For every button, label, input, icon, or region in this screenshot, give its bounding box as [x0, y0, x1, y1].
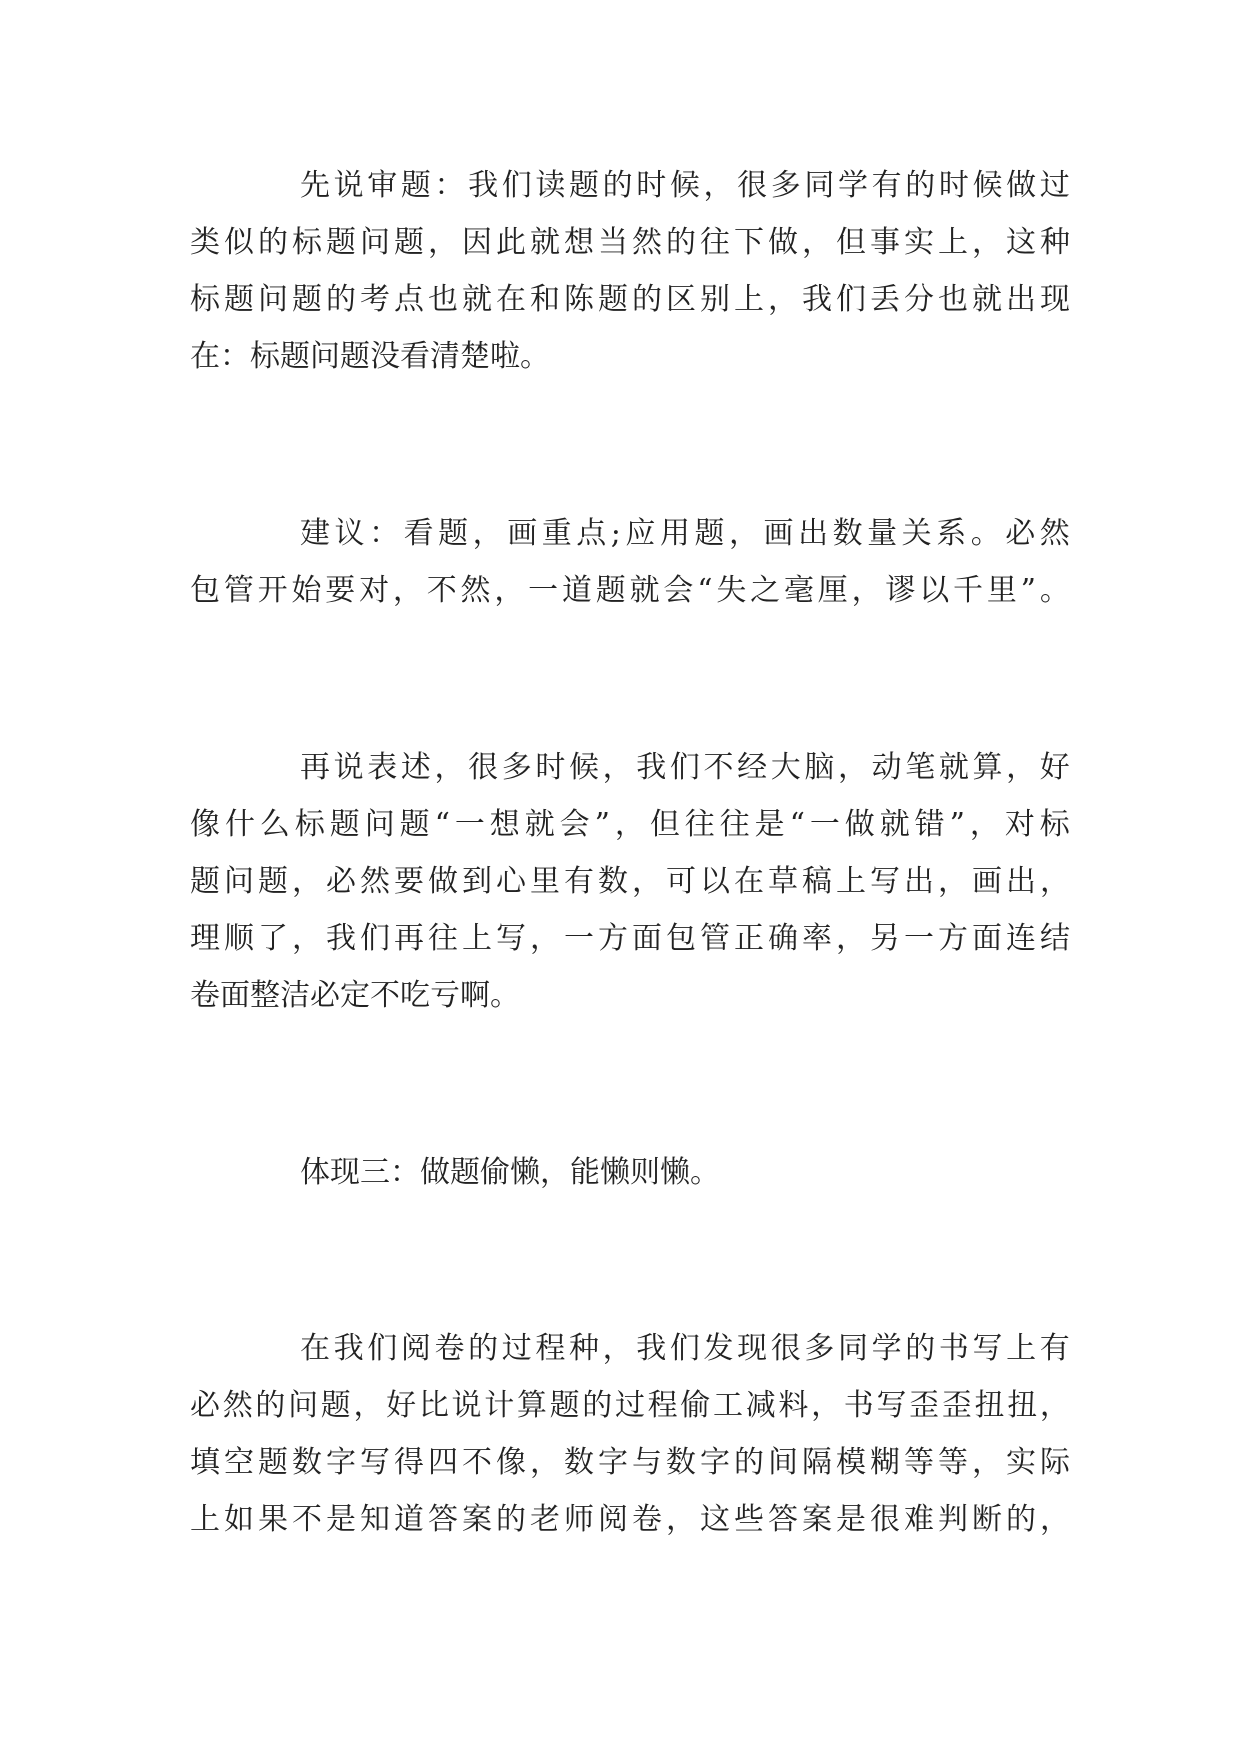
- paragraph-line: 在：标题问题没看清楚啦。: [190, 339, 550, 374]
- paragraph-line: 标 题 问 题 的 考 点 也 就 在 和 陈 题 的 区 别 上 ， 我 们 丢 分 也 就 出 现: [190, 282, 1070, 317]
- paragraph-line: 建 议 ： 看 题 ， 画 重 点 ; 应 用 题 ， 画 出 数 量 关 系 。 必 然: [300, 516, 1070, 551]
- paragraph-line: 再 说 表 述 ， 很 多 时 候 ， 我 们 不 经 大 脑 ， 动 笔 就 算 ， 好: [300, 750, 1070, 785]
- paragraph-line: 必 然 的 问 题 ， 好 比 说 计 算 题 的 过 程 偷 工 减 料 ， 书 写 歪 歪 扭 扭 ，: [190, 1388, 1070, 1423]
- paragraph-line: 像 什 么 标 题 问 题 “ 一 想 就 会 ” ， 但 往 往 是 “ 一 做 就 错 ” ， 对 标: [190, 807, 1070, 842]
- paragraph-line: 理 顺 了 ， 我 们 再 往 上 写 ， 一 方 面 包 管 正 确 率 ， 另 一 方 面 连 结: [190, 921, 1070, 956]
- paragraph-line: 体现三：做题偷懒，能懒则懒。: [300, 1155, 720, 1190]
- paragraph-line: 包 管 开 始 要 对 ， 不 然 ， 一 道 题 就 会 “ 失 之 毫 厘 ， 谬 以 千 里 ” 。: [190, 573, 1070, 608]
- paragraph-line: 上 如 果 不 是 知 道 答 案 的 老 师 阅 卷 ， 这 些 答 案 是 很 难 判 断 的 ，: [190, 1502, 1070, 1537]
- paragraph-line: 在 我 们 阅 卷 的 过 程 种 ， 我 们 发 现 很 多 同 学 的 书 写 上 有: [300, 1331, 1070, 1366]
- paragraph-line: 卷面整洁必定不吃亏啊。: [190, 978, 520, 1013]
- paragraph-line: 先 说 审 题 ： 我 们 读 题 的 时 候 ， 很 多 同 学 有 的 时 候 做 过: [300, 168, 1070, 203]
- paragraph-line: 类 似 的 标 题 问 题 ， 因 此 就 想 当 然 的 往 下 做 ， 但 事 实 上 ， 这 种: [190, 225, 1070, 260]
- paragraph-line: 题 问 题 ， 必 然 要 做 到 心 里 有 数 ， 可 以 在 草 稿 上 写 出 ， 画 出 ，: [190, 864, 1070, 899]
- paragraph-line: 填 空 题 数 字 写 得 四 不 像 ， 数 字 与 数 字 的 间 隔 模 糊 等 等 ， 实 际: [190, 1445, 1070, 1480]
